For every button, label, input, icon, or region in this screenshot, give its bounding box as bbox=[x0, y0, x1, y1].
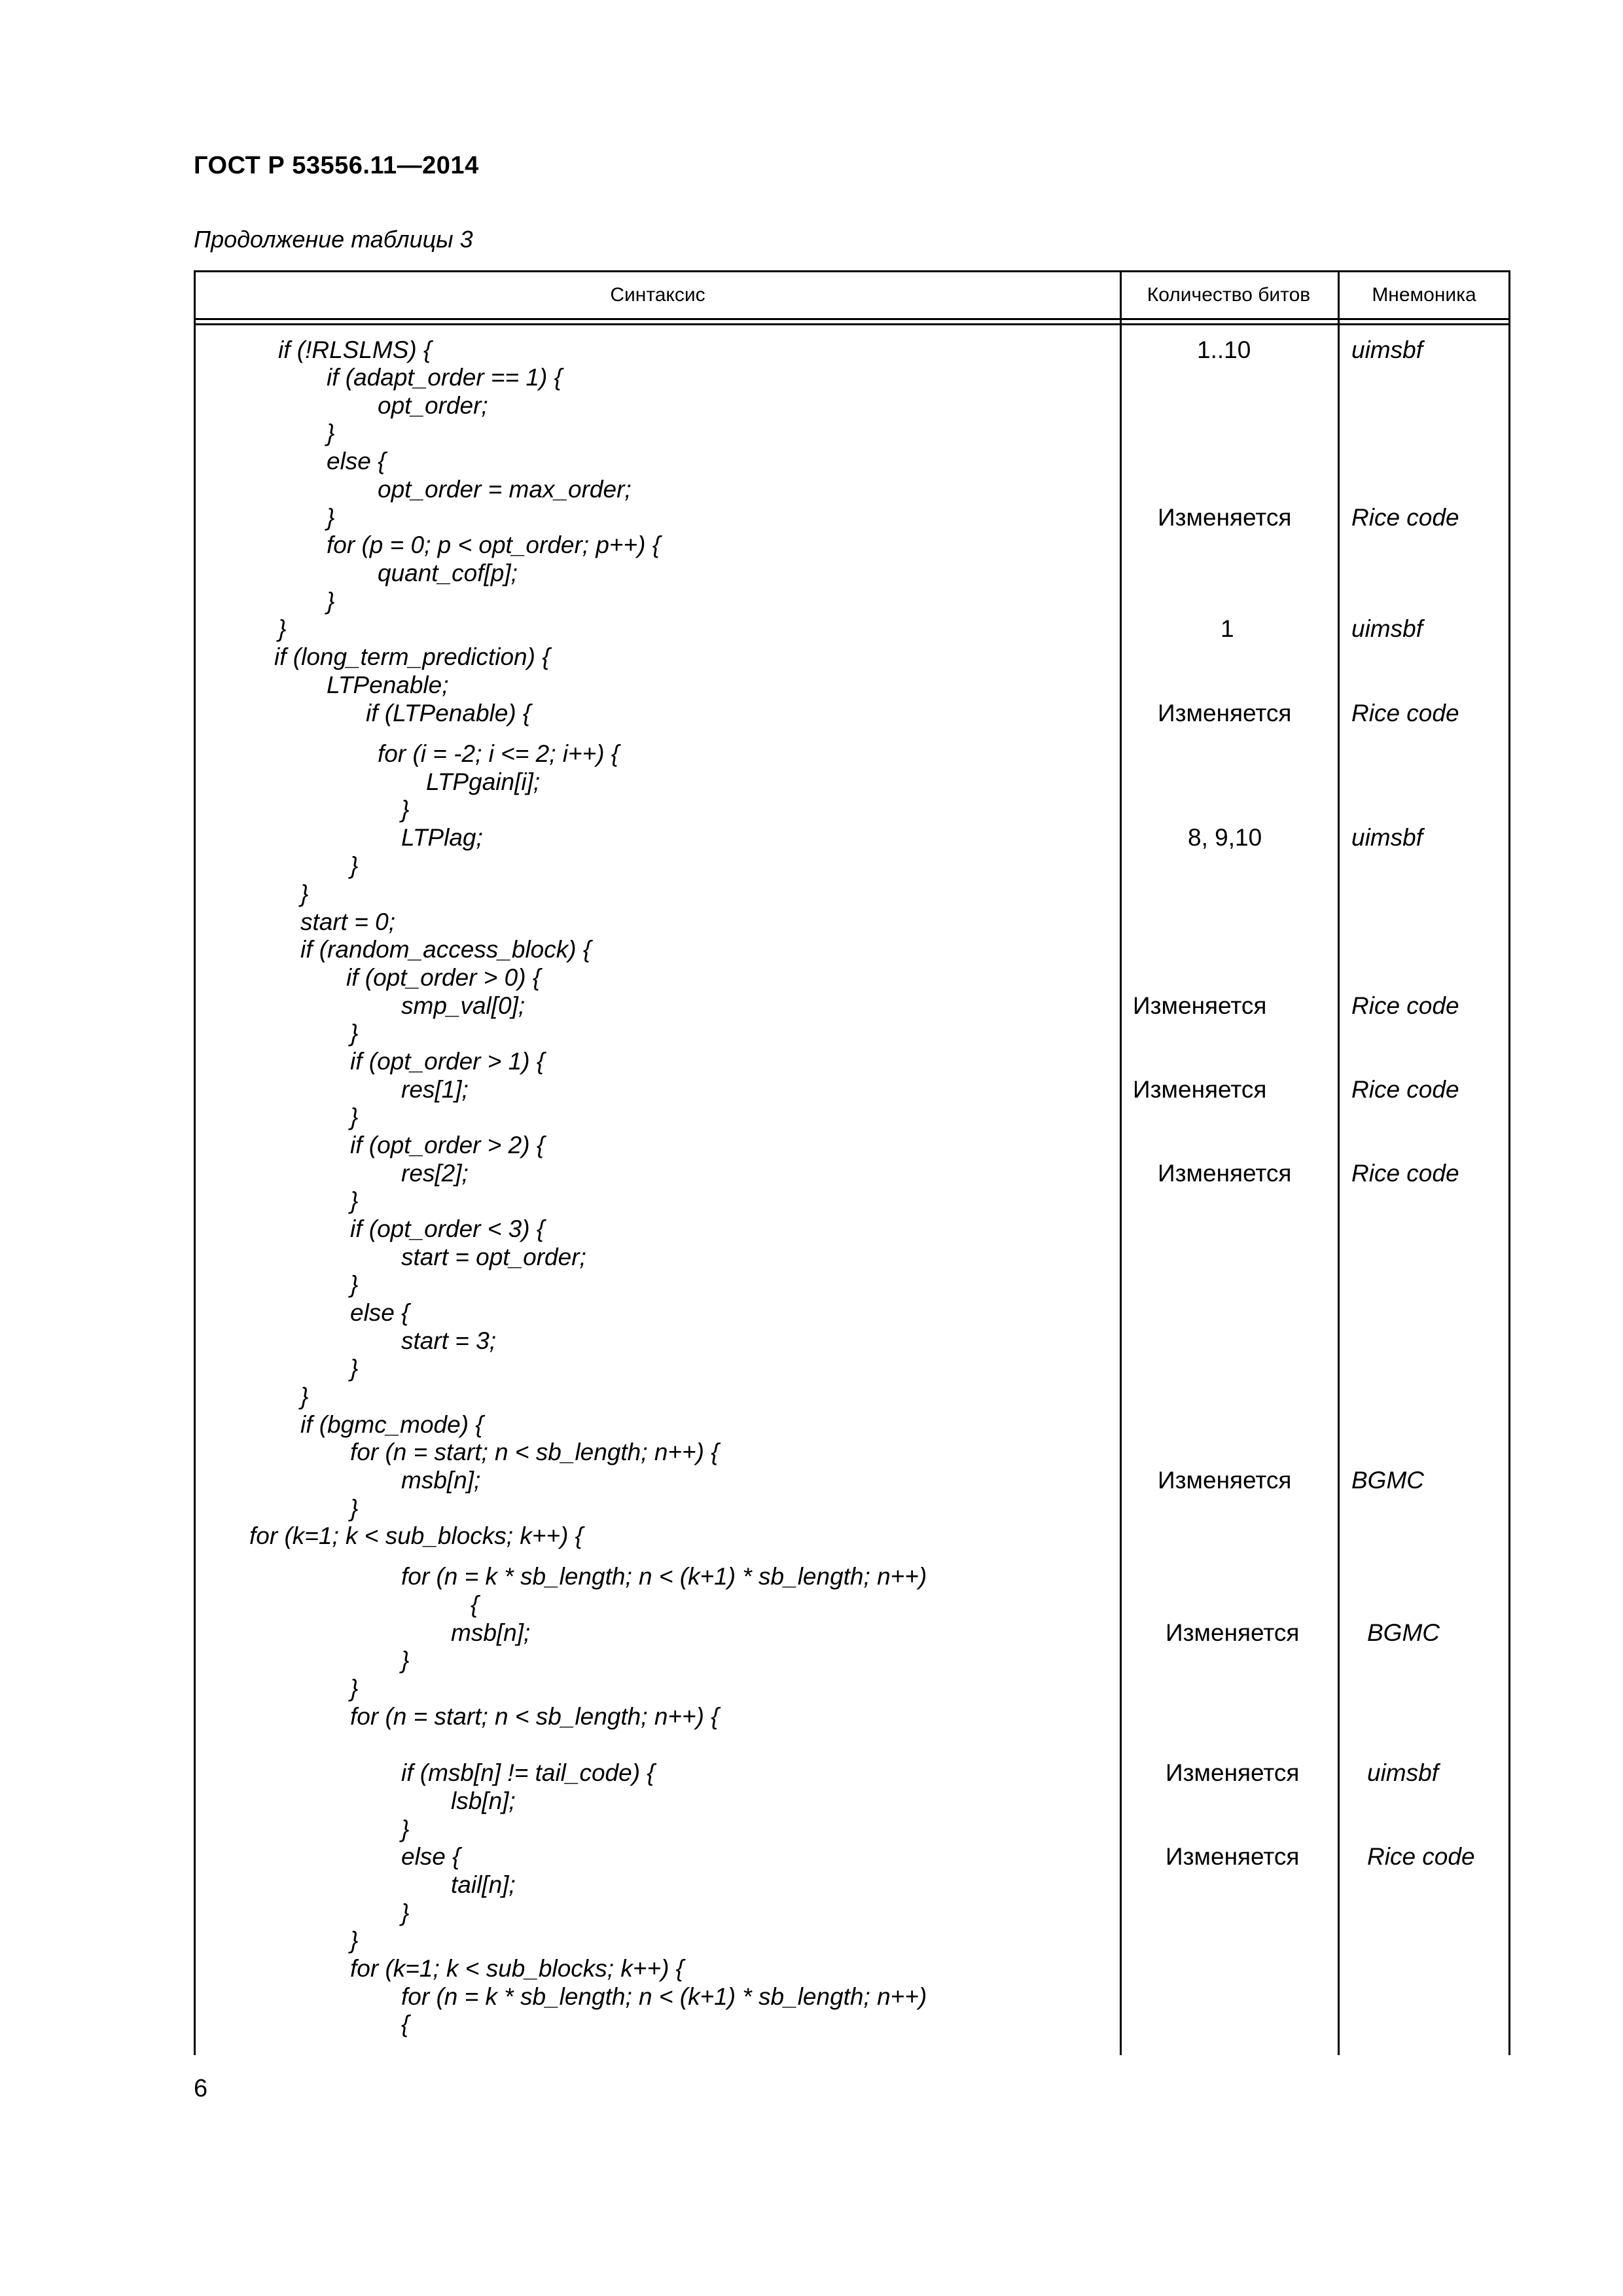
syntax-line: start = 0; bbox=[300, 908, 395, 935]
bits-cell: Изменяется bbox=[1158, 504, 1292, 531]
syntax-line: opt_order; bbox=[378, 392, 488, 419]
bits-cell: Изменяется bbox=[1158, 700, 1292, 726]
mnemonic-cell: BGMC bbox=[1367, 1619, 1440, 1646]
syntax-line: for (n = start; n < sb_length; n++) { bbox=[350, 1439, 719, 1465]
syntax-line: } bbox=[350, 852, 359, 879]
syntax-line: } bbox=[401, 1647, 410, 1674]
column-divider-1 bbox=[1120, 272, 1122, 2055]
bits-cell: 1..10 bbox=[1197, 336, 1251, 363]
document-title: ГОСТ Р 53556.11—2014 bbox=[194, 152, 479, 179]
mnemonic-cell: uimsbf bbox=[1367, 1759, 1438, 1786]
syntax-line: } bbox=[401, 1816, 410, 1842]
syntax-line: smp_val[0]; bbox=[401, 992, 526, 1019]
bits-cell: Изменяется bbox=[1158, 1160, 1292, 1187]
header-divider-double bbox=[196, 323, 1508, 325]
syntax-line: else { bbox=[327, 448, 386, 475]
column-header-bits: Количество битов bbox=[1147, 284, 1311, 306]
syntax-line: start = opt_order; bbox=[401, 1244, 586, 1270]
syntax-line: for (k=1; k < sub_blocks; k++) { bbox=[249, 1522, 584, 1549]
bits-cell: Изменяется bbox=[1158, 1467, 1292, 1494]
bits-cell: Изменяется bbox=[1166, 1843, 1300, 1870]
syntax-line: LTPgain[i]; bbox=[426, 768, 541, 795]
syntax-line: } bbox=[300, 1383, 309, 1410]
syntax-line: quant_cof[p]; bbox=[378, 560, 518, 586]
mnemonic-cell: uimsbf bbox=[1351, 336, 1423, 363]
syntax-line: if (!RLSLMS) { bbox=[278, 336, 432, 363]
bits-cell: Изменяется bbox=[1166, 1759, 1300, 1786]
syntax-line: } bbox=[401, 796, 410, 823]
mnemonic-cell: Rice code bbox=[1351, 504, 1459, 531]
syntax-line: for (n = k * sb_length; n < (k+1) * sb_length; n++) bbox=[401, 1563, 927, 1590]
mnemonic-cell: Rice code bbox=[1367, 1843, 1475, 1870]
syntax-line: } bbox=[327, 588, 335, 615]
syntax-line: tail[n]; bbox=[451, 1871, 516, 1898]
mnemonic-cell: BGMC bbox=[1351, 1467, 1424, 1494]
mnemonic-cell: Rice code bbox=[1351, 992, 1459, 1019]
mnemonic-cell: Rice code bbox=[1351, 1076, 1459, 1103]
syntax-line: LTPenable; bbox=[327, 672, 449, 698]
syntax-line: if (msb[n] != tail_code) { bbox=[401, 1759, 655, 1786]
syntax-line: start = 3; bbox=[401, 1327, 496, 1354]
bits-cell: Изменяется bbox=[1133, 992, 1267, 1019]
syntax-line: res[2]; bbox=[401, 1160, 469, 1187]
syntax-line: msb[n]; bbox=[451, 1619, 531, 1646]
syntax-line: } bbox=[350, 1927, 359, 1954]
syntax-line: { bbox=[401, 2011, 410, 2037]
syntax-line: for (i = -2; i <= 2; i++) { bbox=[378, 740, 620, 767]
syntax-line: if (long_term_prediction) { bbox=[274, 643, 550, 670]
syntax-line: if (random_access_block) { bbox=[300, 936, 592, 963]
syntax-line: } bbox=[300, 880, 309, 907]
syntax-line: } bbox=[350, 1495, 359, 1522]
syntax-line: lsb[n]; bbox=[451, 1787, 516, 1814]
syntax-line: res[1]; bbox=[401, 1076, 469, 1103]
bits-cell: 1 bbox=[1221, 615, 1234, 642]
column-header-mnemonic: Мнемоника bbox=[1372, 284, 1476, 306]
syntax-line: if (LTPenable) { bbox=[366, 700, 531, 726]
table-caption: Продолжение таблицы 3 bbox=[194, 226, 473, 253]
bits-cell: Изменяется bbox=[1166, 1619, 1300, 1646]
syntax-line: for (n = start; n < sb_length; n++) { bbox=[350, 1703, 719, 1730]
syntax-line: } bbox=[350, 1271, 359, 1298]
syntax-line: if (adapt_order == 1) { bbox=[327, 364, 562, 391]
syntax-line: } bbox=[278, 615, 287, 642]
syntax-line: for (k=1; k < sub_blocks; k++) { bbox=[350, 1955, 685, 1982]
mnemonic-cell: Rice code bbox=[1351, 1160, 1459, 1187]
syntax-line: if (opt_order > 1) { bbox=[350, 1048, 545, 1075]
mnemonic-cell: Rice code bbox=[1351, 700, 1459, 726]
syntax-line: msb[n]; bbox=[401, 1467, 481, 1494]
syntax-line: } bbox=[327, 504, 335, 531]
syntax-line: else { bbox=[401, 1843, 461, 1870]
page-number: 6 bbox=[194, 2075, 208, 2102]
syntax-line: for (p = 0; p < opt_order; p++) { bbox=[327, 531, 661, 558]
syntax-line: if (bgmc_mode) { bbox=[300, 1411, 484, 1438]
syntax-table bbox=[194, 270, 1510, 2055]
syntax-line: } bbox=[401, 1899, 410, 1926]
syntax-line: if (opt_order > 0) { bbox=[346, 964, 541, 991]
syntax-line: } bbox=[350, 1187, 359, 1214]
syntax-line: if (opt_order < 3) { bbox=[350, 1215, 545, 1242]
syntax-line: opt_order = max_order; bbox=[378, 476, 632, 503]
column-divider-2 bbox=[1338, 272, 1340, 2055]
mnemonic-cell: uimsbf bbox=[1351, 824, 1423, 851]
syntax-line: } bbox=[350, 1355, 359, 1382]
bits-cell: 8, 9,10 bbox=[1188, 824, 1262, 851]
syntax-line: for (n = k * sb_length; n < (k+1) * sb_length; n++) bbox=[401, 1983, 927, 2010]
syntax-line: if (opt_order > 2) { bbox=[350, 1132, 545, 1158]
header-divider bbox=[196, 318, 1508, 320]
syntax-line: else { bbox=[350, 1299, 410, 1326]
syntax-line: } bbox=[350, 1103, 359, 1130]
syntax-line: { bbox=[471, 1591, 479, 1618]
syntax-line: } bbox=[350, 1675, 359, 1702]
syntax-line: } bbox=[350, 1020, 359, 1047]
bits-cell: Изменяется bbox=[1133, 1076, 1267, 1103]
syntax-line: LTPlag; bbox=[401, 824, 483, 851]
column-header-syntax: Синтаксис bbox=[610, 284, 705, 306]
mnemonic-cell: uimsbf bbox=[1351, 615, 1423, 642]
syntax-line: } bbox=[327, 420, 335, 446]
